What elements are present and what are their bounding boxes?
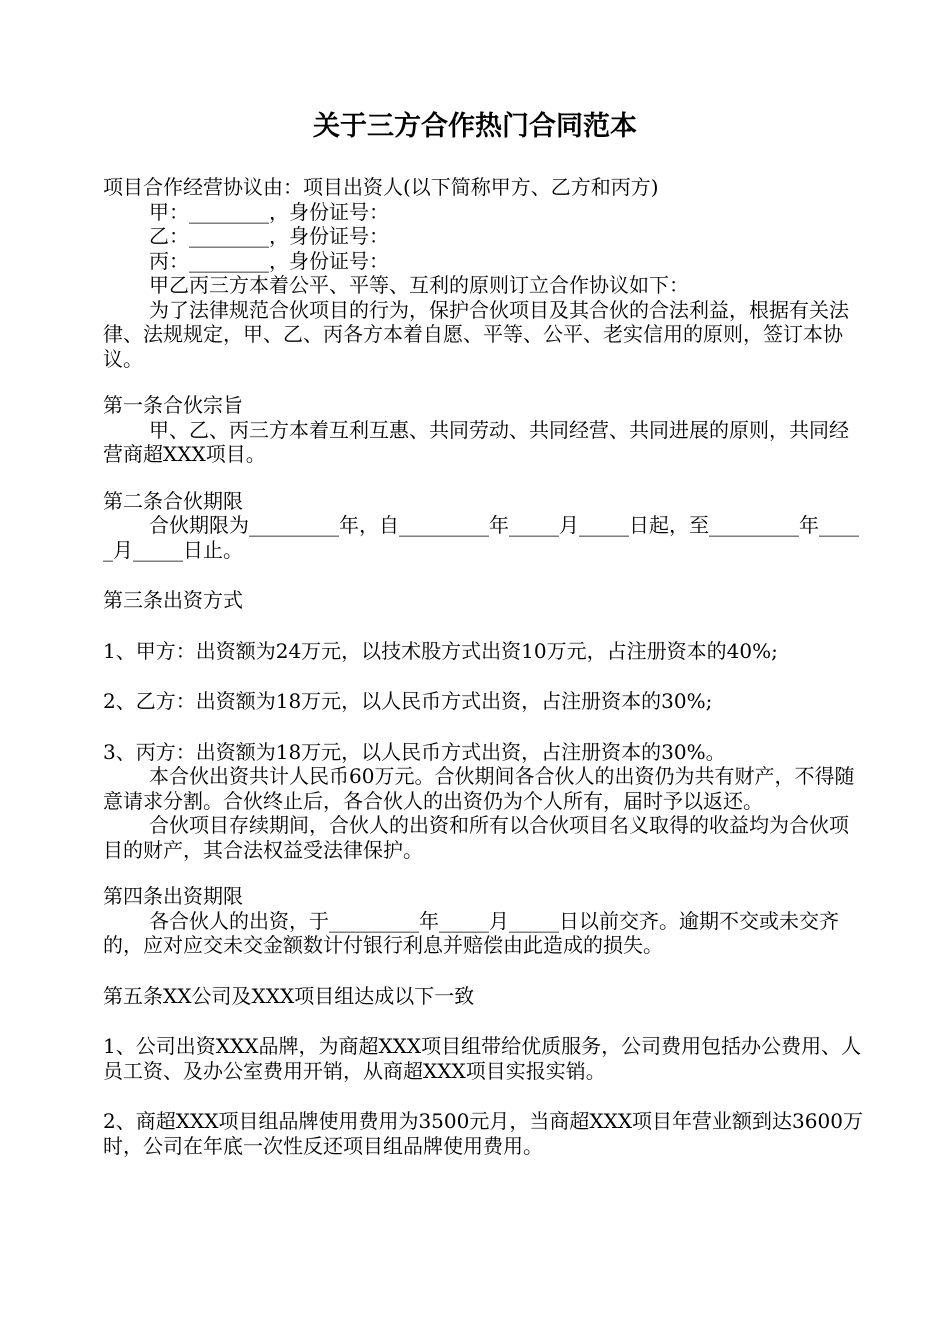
article-3-item-1: 1、甲方：出资额为24万元，以技术股方式出资10万元，占注册资本的40%; [103,638,778,663]
intro-line: 项目合作经营协议由：项目出资人(以下简称甲方、乙方和丙方) [103,175,659,199]
article-5-heading: 第五条XX公司及XXX项目组达成以下一致 [103,983,475,1008]
article-2-heading: 第二条合伙期限 [103,488,243,513]
article-4-text: 各合伙人的出资，于_________年_____月_____日以前交齐。逾期不交或未交齐的，应对应交未交金额数计付银行利息并赔偿由此造成的损失。 [103,908,839,957]
purpose-paragraph: 为了法律规范合伙项目的行为，保护合伙项目及其合伙的合法利益，根据有关法律、法规规定，甲、乙、丙各方本着自愿、平等、公平、老实信用的原则，签订本协议。 [103,297,849,371]
party-b-line: 乙：________，身份证号： [149,224,389,248]
article-3-property: 合伙项目存续期间，合伙人的出资和所有以合伙项目名义取得的收益均为合伙项目的财产，其合法权益受法律保护。 [103,813,849,862]
article-3-item-3: 3、丙方：出资额为18万元，以人民币方式出资，占注册资本的30%。 [103,739,726,764]
article-3-total: 本合伙出资共计人民币60万元。合伙期间各合伙人的出资仍为共有财产，不得随意请求分割。合伙终止后，各合伙人的出资仍为个人所有，届时予以返还。 [103,764,855,813]
article-2-text: 合伙期限为_________年，自_________年_____月_____日起，至_________年_____月_____日止。 [103,513,859,562]
document-title: 关于三方合作热门合同范本 [313,111,637,142]
article-1-heading: 第一条合伙宗旨 [103,393,243,417]
article-5-item-2: 2、商超XXX项目组品牌使用费用为3500元月，当商超XXX项目年营业额到达3600万时，公司在年底一次性反还项目组品牌使用费用。 [103,1109,863,1158]
article-1-text: 甲、乙、丙三方本着互利互惠、共同劳动、共同经营、共同进展的原则，共同经营商超XXX项目。 [103,417,849,466]
principle-line: 甲乙丙三方本着公平、平等、互利的原则订立合作协议如下： [149,273,689,297]
party-a-line: 甲：________，身份证号： [149,199,389,224]
party-c-line: 丙：________，身份证号： [149,248,389,273]
document-body [103,175,863,1158]
article-4-heading: 第四条出资期限 [103,884,243,908]
article-3-heading: 第三条出资方式 [103,588,243,612]
article-3-item-2: 2、乙方：出资额为18万元，以人民币方式出资，占注册资本的30%; [103,689,713,713]
article-5-item-1: 1、公司出资XXX品牌，为商超XXX项目组带给优质服务，公司费用包括办公费用、人员工资、及办公室费用开销，从商超XXX项目实报实销。 [103,1034,862,1083]
